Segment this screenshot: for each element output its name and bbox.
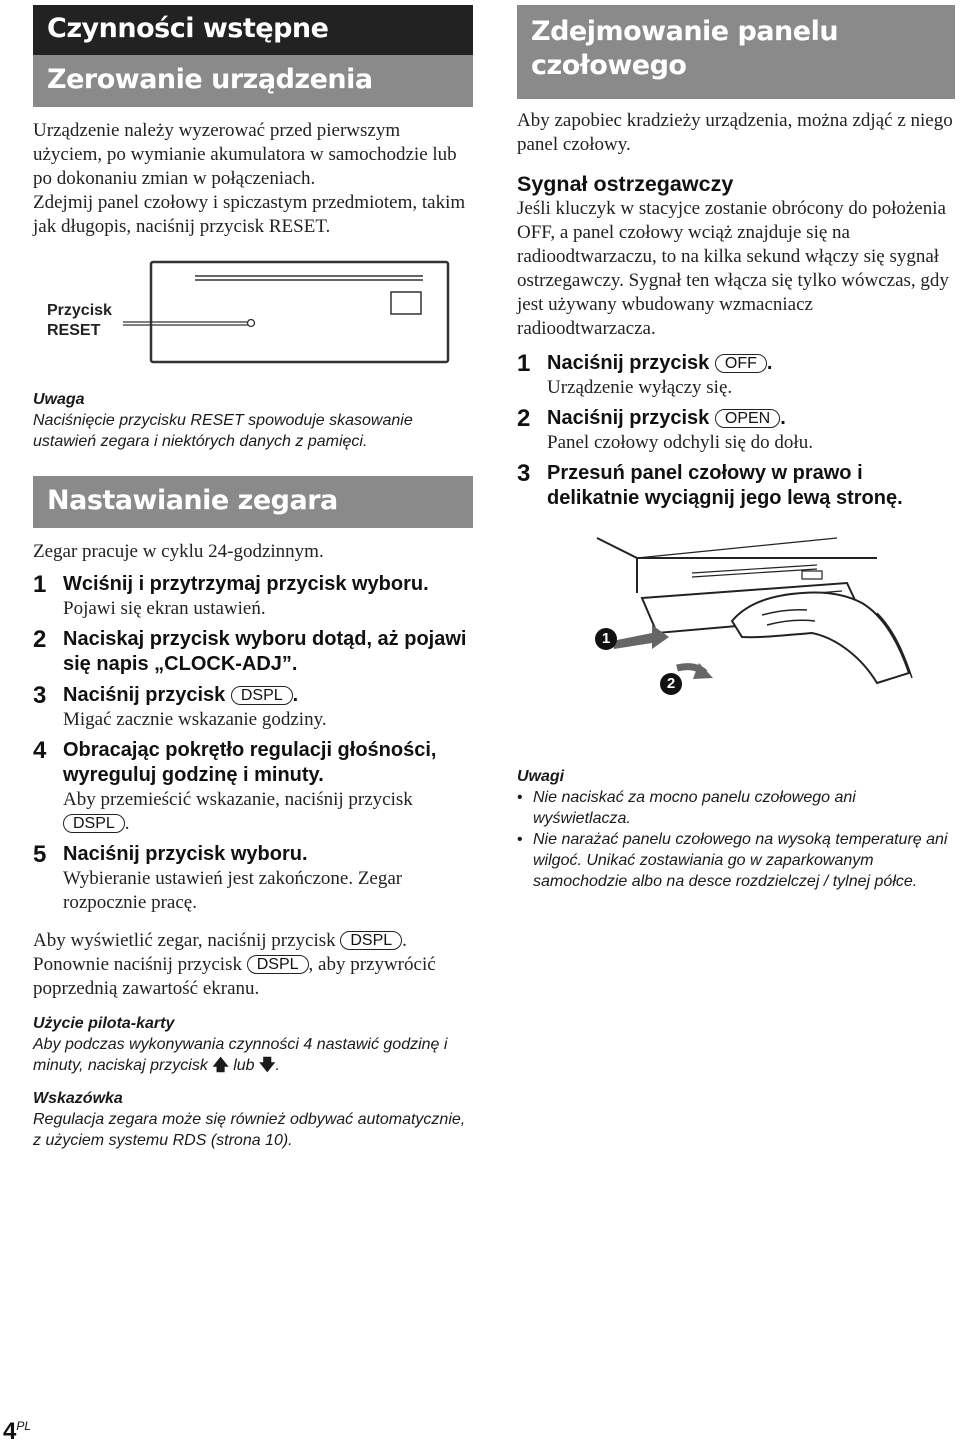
- note-title: Uwaga: [33, 391, 85, 408]
- section-title-getting-started: Czynności wstępne: [33, 5, 473, 55]
- reset-instruction: Zdejmij panel czołowy i spiczastym przedmiotem, takim jak długopis, naciśnij przycisk RESET.: [33, 192, 466, 237]
- section-title-clock: Nastawianie zegara: [33, 476, 473, 528]
- clock-step-5: 5 Naciśnij przycisk wyboru. Wybieranie ustawień jest zakończone. Zegar rozpocznie pracę.: [33, 841, 403, 913]
- display-clock-paragraph: Aby wyświetlić zegar, naciśnij przycisk DSPL . Ponownie naciśnij przycisk DSPL , aby przywrócić poprzednią zawartość ekranu.: [33, 930, 436, 999]
- reset-button-label: Przycisk RESET: [47, 302, 112, 339]
- hand-removing-panel-figure: [517, 533, 955, 748]
- left-column: [33, 5, 473, 1151]
- arrow-down-icon: 🡇: [259, 1057, 276, 1074]
- figure-marker-2: 2: [660, 673, 682, 695]
- unit-front-illustration: [123, 259, 453, 367]
- list-item: • Nie narażać panelu czołowego na wysoką temperaturę ani wilgoć. Unikać zostawiania go w zaparkowanym samochodzie albo na desce rozdzielczej / tylnej półce.: [517, 829, 955, 892]
- panel-notes: Uwagi • Nie naciskać za mocno panelu czołowego ani wyświetlacza. • Nie narażać panelu czołowego na wysoką temperaturę ani wilgoć. Unikać zostawiania go w zaparkowanym samochodzie albo na desce rozdzielczej / tylnej półce.: [517, 766, 955, 892]
- clock-intro: Zegar pracuje w cyklu 24-godzinnym.: [33, 541, 324, 562]
- right-column: [517, 5, 955, 892]
- open-button-icon: OPEN: [715, 409, 780, 428]
- reset-note: [33, 389, 473, 452]
- panel-step-1: 1 Naciśnij przycisk OFF . Urządzenie wyłączy się.: [517, 350, 773, 398]
- alarm-title: Sygnał ostrzegawczy: [517, 172, 734, 196]
- dspl-button-icon: DSPL: [63, 814, 125, 833]
- panel-intro: Aby zapobiec kradzieży urządzenia, można zdjąć z niego panel czołowy.: [517, 110, 953, 155]
- clock-step-4: 4 Obracając pokrętło regulacji głośności, wyreguluj godzinę i minuty. Aby przemieścić wskazanie, naciśnij przycisk DSPL .: [33, 737, 437, 834]
- reset-paragraph: Urządzenie należy wyzerować przed pierwszym użyciem, po wymianie akumulatora w samochodzie lub po dokonaniu zmian w połączeniach.: [33, 120, 457, 189]
- off-button-icon: OFF: [715, 354, 767, 373]
- clock-steps: [33, 572, 473, 915]
- figure-marker-1: 1: [595, 628, 617, 650]
- alarm-text: Jeśli kluczyk w stacyjce zostanie obrócony do położenia OFF, a panel czołowy wciąż znajduje się na radioodtwarzaczu, to na kilka sekund włączy się sygnał ostrzegawczy. Sygnał ten włącza się tylko wówczas, gdy jest używany wbudowany wzmacniacz radioodtwarzacza.: [517, 198, 949, 339]
- remote-note: Użycie pilota-karty Aby podczas wykonywania czynności 4 nastawić godzinę i minuty, naciskaj przycisk 🡅 lub 🡇.: [33, 1015, 448, 1074]
- clock-step-1: 1 Wciśnij i przytrzymaj przycisk wyboru. Pojawi się ekran ustawień.: [33, 571, 429, 619]
- note-text: Naciśnięcie przycisku RESET spowoduje skasowanie ustawień zegara i niektórych danych z pamięci.: [33, 412, 413, 450]
- dspl-button-icon: DSPL: [231, 686, 293, 705]
- dspl-button-icon: DSPL: [340, 931, 402, 950]
- clock-step-2: 2 Naciskaj przycisk wyboru dotąd, aż pojawi się napis „CLOCK-ADJ”.: [33, 626, 467, 675]
- panel-removal-illustration: [517, 533, 955, 748]
- arrow-up-icon: 🡅: [212, 1057, 229, 1074]
- page-number: $4^{PL}$: [3, 1418, 32, 1445]
- panel-steps: [517, 351, 955, 511]
- section-title-panel-removal: Zdejmowanie panelu czołowego: [517, 5, 955, 99]
- section-title-reset: Zerowanie urządzenia: [33, 55, 473, 107]
- list-item: • Nie naciskać za mocno panelu czołowego ani wyświetlacza.: [517, 787, 955, 829]
- clock-step-3: 3 Naciśnij przycisk DSPL . Migać zacznie wskazanie godziny.: [33, 682, 327, 730]
- panel-step-2: 2 Naciśnij przycisk OPEN . Panel czołowy odchyli się do dołu.: [517, 405, 813, 453]
- tip-note: Wskazówka Regulacja zegara może się również odbywać automatycznie, z użyciem systemu RDS (strona 10).: [33, 1090, 466, 1149]
- dspl-button-icon: DSPL: [247, 955, 309, 974]
- panel-step-3: 3 Przesuń panel czołowy w prawo i delikatnie wyciągnij jego lewą stronę.: [517, 460, 903, 509]
- reset-diagram: [33, 259, 473, 367]
